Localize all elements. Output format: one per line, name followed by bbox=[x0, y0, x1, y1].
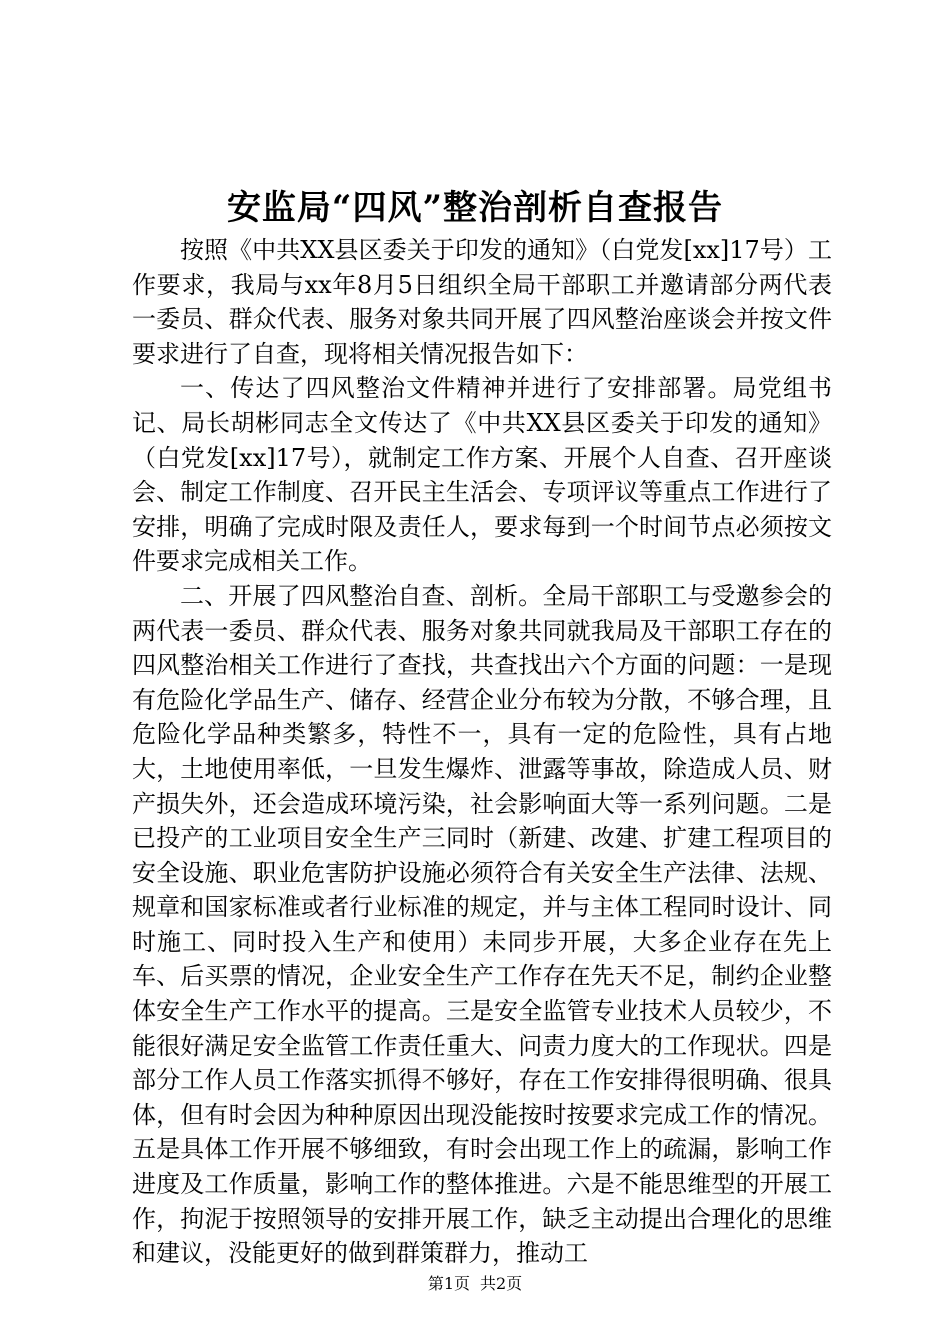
paragraph-section-two: 二、开展了四风整治自查、剖析。全局干部职工与受邀参会的两代表一委员、群众代表、服务对象共同就我局及干部职工存在的四风整治相关工作进行了查找，共查找出六个方面的问题：一是现有危险化学品生产、储存、经营企业分布较为分散，不够合理，且危险化学品种类繁多，特性不一，具有一定的危险性，具有占地大，土地使用率低，一旦发生爆炸、泄露等事故，除造成人员、财产损失外，还会造成环境污染，社会影响面大等一系列问题。二是已投产的工业项目安全生产三同时（新建、改建、扩建工程项目的安全设施、职业危害防护设施必须符合有关安全生产法律、法规、规章和国家标准或者行业标准的规定，并与主体工程同时设计、同时施工、同时投入生产和使用）未同步开展，大多企业存在先上车、后买票的情况，企业安全生产工作存在先天不足，制约企业整体安全生产工作水平的提高。三是安全监管专业技术人员较少，不能很好满足安全监管工作责任重大、问责力度大的工作现状。四是部分工作人员工作落实抓得不够好，存在工作安排得很明确、很具体，但有时会因为种种原因出现没能按时按要求完成工作的情况。五是具体工作开展不够细致，有时会出现工作上的疏漏，影响工作进度及工作质量，影响工作的整体推进。六是不能思维型的开展工作，拘泥于按照领导的安排开展工作，缺乏主动提出合理化的思维和建议，没能更好的做到群策群力，推动工 bbox=[132, 581, 832, 1268]
page-footer bbox=[0, 1272, 950, 1296]
paragraph-intro: 按照《中共XX县区委关于印发的通知》（白党发[xx]17号）工作要求，我局与xx年8月5日组织全局干部职工并邀请部分两代表一委员、群众代表、服务对象共同开展了四风整治座谈会并按文件要求进行了自查，现将相关情况报告如下： bbox=[132, 236, 832, 368]
document-title: 安监局“四风”整治剖析自查报告 bbox=[226, 188, 724, 228]
page-number: 第1页 bbox=[427, 1274, 470, 1293]
page-total: 共2页 bbox=[480, 1274, 523, 1293]
document-body bbox=[132, 233, 832, 1271]
paragraph-section-one: 一、传达了四风整治文件精神并进行了安排部署。局党组书记、局长胡彬同志全文传达了《中共XX县区委关于印发的通知》（白党发[xx]17号），就制定工作方案、开展个人自查、召开座谈会、制定工作制度、召开民主生活会、专项评议等重点工作进行了安排，明确了完成时限及责任人，要求每到一个时间节点必须按文件要求完成相关工作。 bbox=[132, 374, 832, 576]
